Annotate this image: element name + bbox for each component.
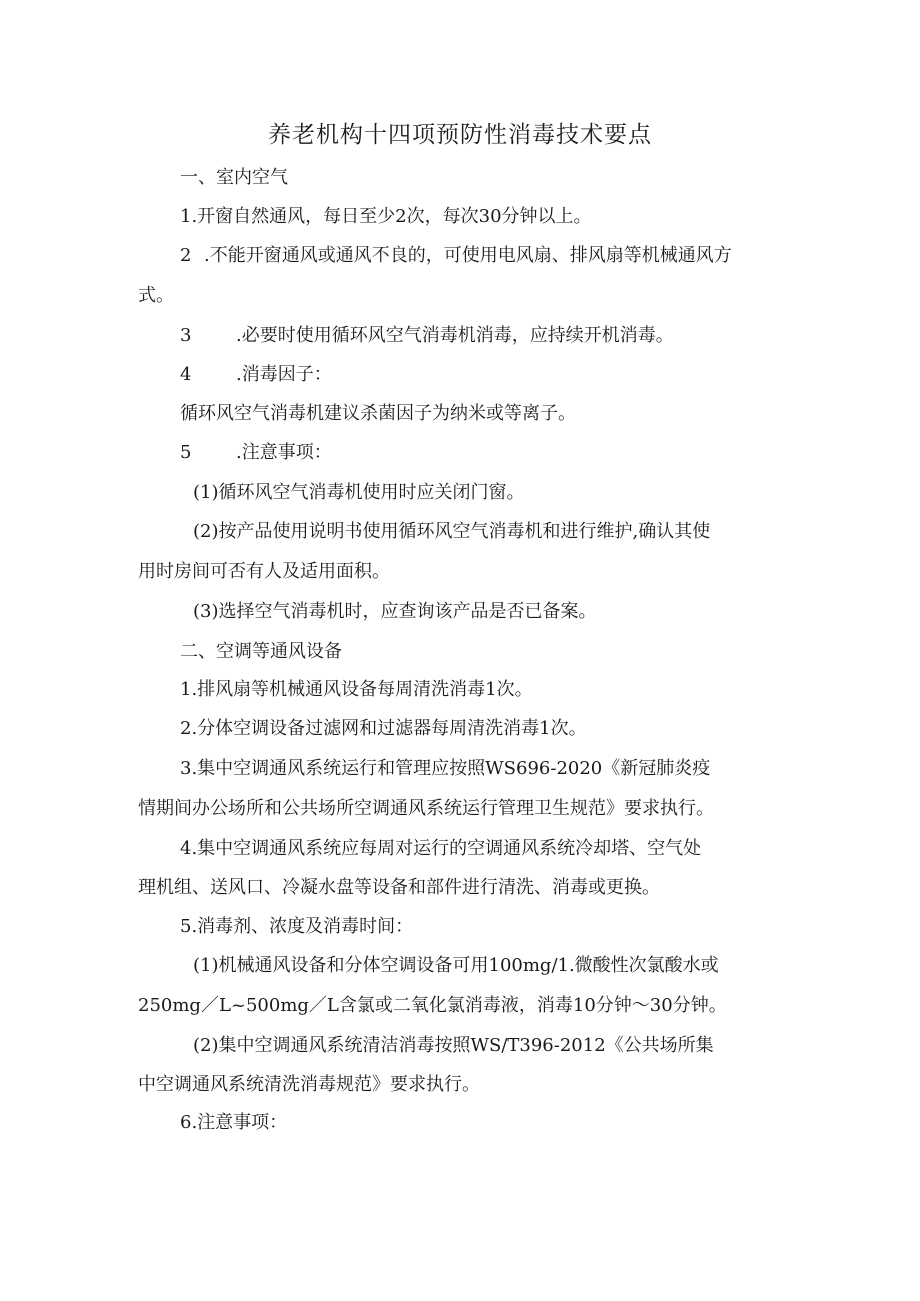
s2-item2: 2.分体空调设备过滤网和过滤器每周清洗消毒1次。	[180, 718, 587, 739]
s1-item5-text: .注意事项：	[236, 442, 332, 463]
s1-note2-line2: 用时房间可否有人及适用面积。	[138, 561, 390, 582]
s1-item4-detail: 循环风空气消毒机建议杀菌因子为纳米或等离子。	[180, 403, 576, 424]
s2-sub2-line2: 中空调通风系统清洗消毒规范》要求执行。	[138, 1074, 480, 1095]
s1-note1: (1)循环风空气消毒机使用时应关闭门窗。	[193, 482, 525, 503]
page-title: 养老机构十四项预防性消毒技术要点	[268, 122, 652, 148]
s2-item1: 1.排风扇等机械通风设备每周清洗消毒1次。	[180, 679, 533, 700]
s1-item1: 1.开窗自然通风，每日至少2次，每次30分钟以上。	[180, 206, 592, 227]
s2-item3-line1: 3.集中空调通风系统运行和管理应按照WS696-2020《新冠肺炎疫	[180, 758, 711, 779]
s1-item4	[180, 363, 332, 387]
s1-note3: (3)选择空气消毒机时，应查询该产品是否已备案。	[193, 601, 597, 622]
s1-item2-text: .不能开窗通风或通风不良的，可使用电风扇、排风扇等机械通风方	[204, 245, 732, 266]
s1-item3	[180, 324, 674, 348]
s1-item5	[180, 441, 332, 465]
s1-item4-text: .消毒因子：	[236, 364, 332, 385]
s1-item2-line1	[180, 244, 732, 268]
s2-item5: 5.消毒剂、浓度及消毒时间：	[180, 916, 414, 937]
section1-heading: 一、室内空气	[180, 167, 288, 188]
s1-item2-num: 2	[180, 245, 192, 266]
section2-heading: 二、空调等通风设备	[180, 641, 342, 662]
s1-item2-line2: 式。	[138, 285, 174, 306]
s2-item6: 6.注意事项：	[180, 1112, 288, 1133]
s1-item3-num: 3	[180, 325, 192, 346]
s2-item3-line2: 情期间办公场所和公共场所空调通风系统运行管理卫生规范》要求执行。	[138, 798, 714, 819]
s2-item4-line2: 理机组、送风口、冷凝水盘等设备和部件进行清洗、消毒或更换。	[138, 877, 660, 898]
s2-sub1-line2: 250mg／L~500mg／L含氯或二氧化氯消毒液，消毒10分钟～30分钟。	[138, 995, 727, 1016]
s2-sub2-line1: (2)集中空调通风系统清洁消毒按照WS/T396-2012《公共场所集	[193, 1035, 714, 1056]
s1-item5-num: 5	[180, 442, 192, 463]
s1-item3-text: .必要时使用循环风空气消毒机消毒，应持续开机消毒。	[236, 325, 674, 346]
s2-sub1-line1: (1)机械通风设备和分体空调设备可用100mg/1.微酸性次氯酸水或	[193, 955, 719, 976]
s1-note2-line1: (2)按产品使用说明书使用循环风空气消毒机和进行维护,确认其使	[193, 521, 711, 542]
s1-item4-num: 4	[180, 364, 192, 385]
s2-item4-line1: 4.集中空调通风系统应每周对运行的空调通风系统冷却塔、空气处	[180, 838, 702, 859]
